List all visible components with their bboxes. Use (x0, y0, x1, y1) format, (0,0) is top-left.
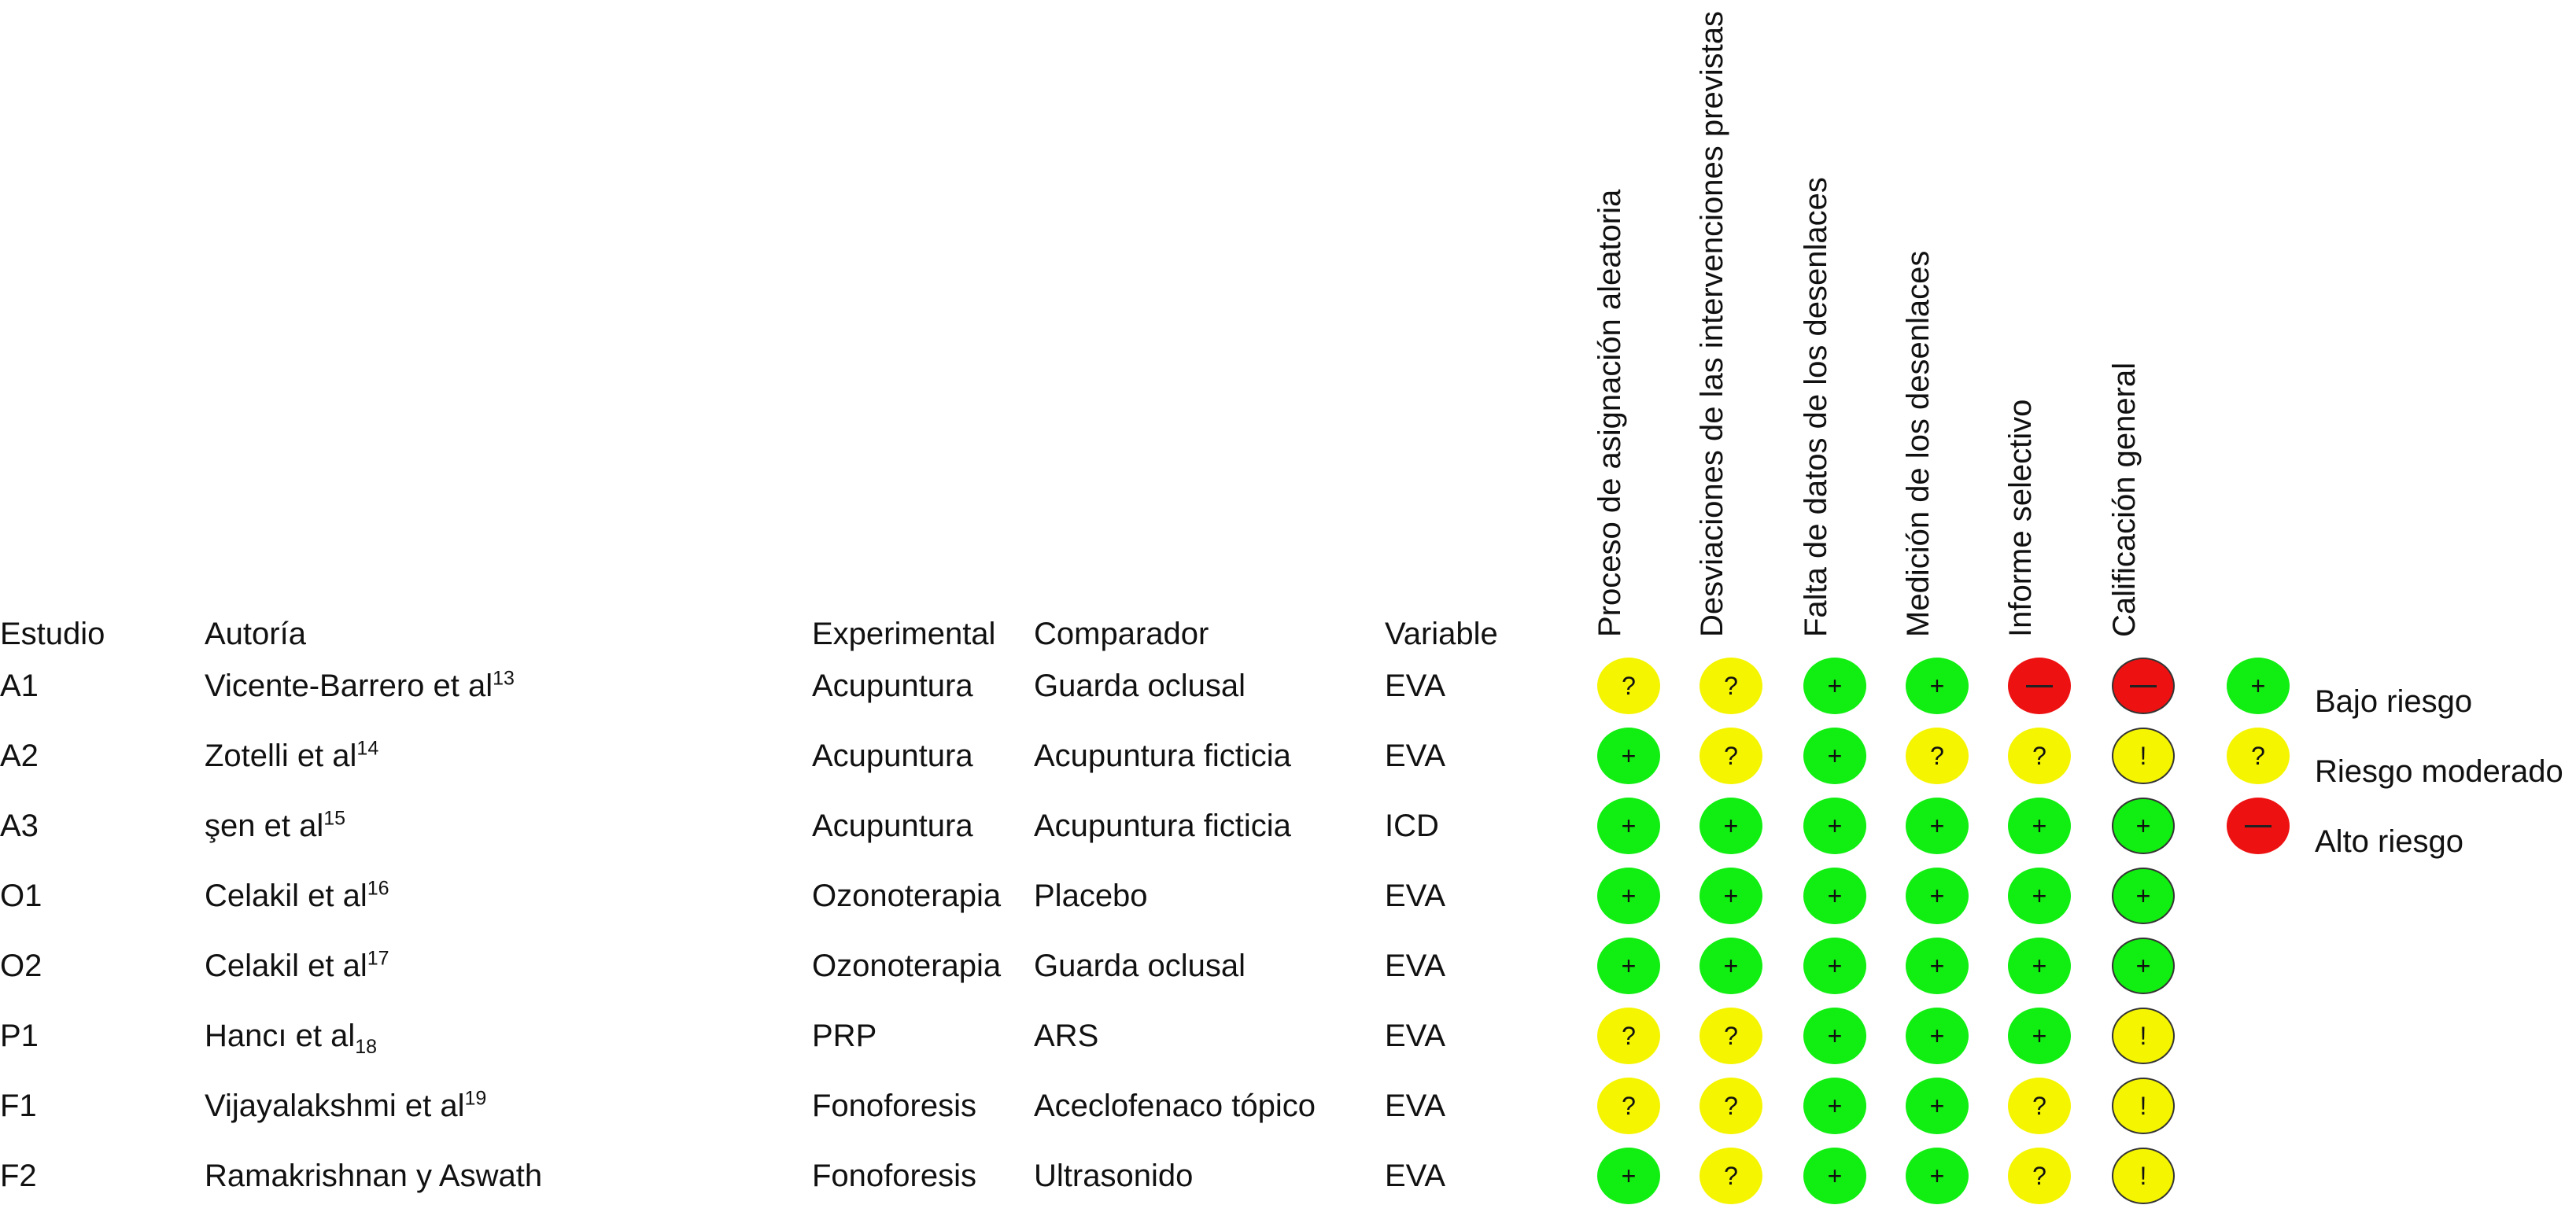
risk-symbol: + (1621, 741, 1637, 770)
risk-symbol: + (1621, 951, 1637, 980)
domain-header: Informe selectivo (2003, 399, 2038, 637)
risk-dot-moderate (2112, 728, 2175, 784)
risk-symbol: ? (1724, 671, 1738, 700)
risk-dot-low (1906, 658, 1969, 714)
risk-symbol: ? (1622, 671, 1636, 700)
risk-dot-low (1803, 868, 1866, 924)
row-comparator: Aceclofenaco tópico (1034, 1089, 1316, 1123)
risk-symbol: ? (2251, 741, 2265, 770)
risk-symbol: ? (1724, 741, 1738, 770)
domain-header-wrapper (1695, 0, 1755, 656)
risk-dot-moderate (2008, 1148, 2071, 1204)
risk-dot-low (1597, 728, 1660, 784)
risk-dot-low (2008, 938, 2071, 994)
row-author-reference: 15 (323, 807, 346, 830)
column-header-author: Autoría (205, 617, 306, 651)
row-author-reference: 19 (464, 1087, 487, 1110)
risk-dot-low (2008, 1008, 2071, 1064)
risk-dot-low (1803, 658, 1866, 714)
row-comparator: Ultrasonido (1034, 1159, 1194, 1193)
risk-dot-low (1699, 798, 1762, 854)
row-comparator: Guarda oclusal (1034, 669, 1246, 703)
row-author-reference: 17 (367, 947, 389, 970)
risk-dot-low (1597, 868, 1660, 924)
risk-symbol: ? (1930, 741, 1944, 770)
column-header-study: Estudio (0, 617, 105, 651)
risk-dot-low (1803, 728, 1866, 784)
risk-symbol: + (2135, 811, 2151, 840)
risk-symbol: + (1827, 881, 1843, 910)
risk-dot-low (2227, 658, 2290, 714)
row-author (205, 1087, 486, 1125)
risk-dot-moderate (2008, 728, 2071, 784)
risk-dot-moderate (2112, 1148, 2175, 1204)
risk-dot-low (1906, 938, 1969, 994)
high-risk-dash-icon (2130, 685, 2157, 687)
row-comparator: Acupuntura ficticia (1034, 809, 1291, 843)
row-variable: EVA (1385, 1089, 1446, 1123)
risk-dot-low (1597, 798, 1660, 854)
risk-dot-moderate (2112, 1008, 2175, 1064)
row-author-name: Celakil et al (205, 879, 367, 913)
row-author-reference: 16 (367, 877, 389, 900)
row-variable: EVA (1385, 879, 1446, 913)
risk-symbol: + (2032, 811, 2047, 840)
row-author-name: Vicente-Barrero et al (205, 669, 493, 703)
risk-dot-low (1803, 1008, 1866, 1064)
row-author (205, 947, 389, 985)
risk-symbol: + (1827, 1161, 1843, 1190)
row-experimental: Ozonoterapia (812, 879, 1002, 913)
risk-dot-moderate (1906, 728, 1969, 784)
row-experimental: Acupuntura (812, 739, 973, 773)
risk-symbol: + (1827, 1021, 1843, 1050)
risk-dot-high (2008, 658, 2071, 714)
risk-dot-low (1906, 1078, 1969, 1134)
row-experimental: Ozonoterapia (812, 949, 1002, 983)
risk-symbol: + (2032, 1021, 2047, 1050)
risk-symbol: ! (2139, 1091, 2147, 1120)
risk-dot-low (2112, 938, 2175, 994)
risk-symbol: + (1929, 811, 1945, 840)
row-author (205, 807, 345, 845)
risk-dot-moderate (1699, 1148, 1762, 1204)
row-author (205, 1017, 378, 1058)
domain-header-wrapper (2107, 0, 2167, 656)
domain-header-wrapper (2003, 0, 2063, 656)
risk-symbol: + (1929, 951, 1945, 980)
domain-header: Medición de los desenlaces (1901, 250, 1936, 637)
risk-symbol: + (2032, 881, 2047, 910)
column-header-experimental: Experimental (812, 617, 996, 651)
domain-header-wrapper (1901, 0, 1961, 656)
risk-symbol: + (1621, 881, 1637, 910)
risk-symbol: ? (2032, 1161, 2046, 1190)
risk-symbol: + (2032, 951, 2047, 980)
row-author-reference: 14 (356, 737, 379, 760)
row-study-id: A2 (0, 739, 39, 773)
domain-header: Calificación general (2107, 362, 2142, 637)
risk-dot-low (1597, 1148, 1660, 1204)
risk-symbol: + (1723, 881, 1739, 910)
risk-symbol: + (1827, 1091, 1843, 1120)
row-variable: EVA (1385, 739, 1446, 773)
row-study-id: A3 (0, 809, 39, 843)
column-header-comparator: Comparador (1034, 617, 1209, 651)
risk-symbol: + (1929, 671, 1945, 700)
row-study-id: F2 (0, 1159, 37, 1193)
high-risk-dash-icon (2245, 825, 2272, 827)
row-study-id: P1 (0, 1019, 39, 1053)
row-variable: EVA (1385, 1019, 1446, 1053)
row-study-id: O1 (0, 879, 42, 913)
risk-symbol: + (1723, 951, 1739, 980)
risk-dot-moderate (2112, 1078, 2175, 1134)
risk-dot-low (1699, 938, 1762, 994)
risk-dot-low (1906, 798, 1969, 854)
risk-symbol: ? (1724, 1161, 1738, 1190)
row-author (205, 877, 389, 915)
row-author-name: Vijayalakshmi et al (205, 1089, 465, 1123)
risk-symbol: + (1929, 881, 1945, 910)
legend-label-moderate: Riesgo moderado (2315, 754, 2563, 789)
risk-symbol: + (2135, 951, 2151, 980)
row-comparator: ARS (1034, 1019, 1099, 1053)
risk-dot-low (1803, 1148, 1866, 1204)
risk-symbol: + (1929, 1091, 1945, 1120)
risk-symbol: + (1827, 671, 1843, 700)
risk-symbol: ? (1724, 1091, 1738, 1120)
row-author-reference: 13 (493, 667, 515, 690)
domain-header-wrapper (1592, 0, 1652, 656)
risk-symbol: + (2250, 671, 2266, 700)
risk-symbol: ! (2139, 1021, 2147, 1050)
risk-symbol: + (1827, 741, 1843, 770)
row-author (205, 737, 378, 775)
risk-symbol: + (1621, 1161, 1637, 1190)
risk-symbol: ? (2032, 1091, 2046, 1120)
risk-dot-low (2112, 798, 2175, 854)
risk-symbol: ? (1622, 1021, 1636, 1050)
risk-dot-low (1699, 868, 1762, 924)
row-author (205, 1157, 542, 1195)
risk-dot-moderate (1597, 1008, 1660, 1064)
risk-symbol: + (1723, 811, 1739, 840)
risk-symbol: ? (1724, 1021, 1738, 1050)
risk-dot-low (1803, 1078, 1866, 1134)
risk-dot-low (1597, 938, 1660, 994)
risk-symbol: + (2135, 881, 2151, 910)
row-experimental: Acupuntura (812, 669, 973, 703)
domain-header: Proceso de asignación aleatoria (1592, 189, 1627, 637)
risk-dot-moderate (2227, 728, 2290, 784)
row-experimental: Fonoforesis (812, 1159, 976, 1193)
risk-dot-low (1803, 938, 1866, 994)
risk-dot-low (2008, 868, 2071, 924)
row-author (205, 667, 515, 705)
domain-header: Desviaciones de las intervenciones previstas (1695, 11, 1729, 637)
row-study-id: A1 (0, 669, 39, 703)
domain-header-wrapper (1799, 0, 1858, 656)
row-experimental: Fonoforesis (812, 1089, 976, 1123)
risk-dot-moderate (1597, 658, 1660, 714)
risk-dot-moderate (2008, 1078, 2071, 1134)
row-experimental: Acupuntura (812, 809, 973, 843)
row-author-name: Zotelli et al (205, 739, 357, 773)
high-risk-dash-icon (2026, 685, 2053, 687)
risk-dot-low (1906, 1148, 1969, 1204)
row-study-id: O2 (0, 949, 42, 983)
risk-dot-moderate (1699, 1008, 1762, 1064)
row-comparator: Acupuntura ficticia (1034, 739, 1291, 773)
risk-dot-moderate (1699, 1078, 1762, 1134)
risk-dot-low (1906, 868, 1969, 924)
column-header-variable: Variable (1385, 617, 1498, 651)
risk-symbol: + (1621, 811, 1637, 840)
row-author-name: Celakil et al (205, 949, 367, 983)
row-variable: EVA (1385, 669, 1446, 703)
risk-symbol: + (1929, 1021, 1945, 1050)
row-author-reference: 18 (355, 1036, 378, 1058)
legend-label-high: Alto riesgo (2315, 824, 2463, 859)
risk-dot-low (1906, 1008, 1969, 1064)
risk-symbol: ? (2032, 741, 2046, 770)
risk-dot-moderate (1597, 1078, 1660, 1134)
risk-dot-high (2227, 798, 2290, 854)
row-experimental: PRP (812, 1019, 877, 1053)
risk-symbol: + (1827, 811, 1843, 840)
risk-dot-high (2112, 658, 2175, 714)
row-variable: ICD (1385, 809, 1439, 843)
row-variable: EVA (1385, 949, 1446, 983)
row-study-id: F1 (0, 1089, 37, 1123)
risk-dot-low (1803, 798, 1866, 854)
legend-label-low: Bajo riesgo (2315, 684, 2473, 719)
risk-symbol: + (1827, 951, 1843, 980)
risk-dot-moderate (1699, 658, 1762, 714)
risk-dot-low (2008, 798, 2071, 854)
row-variable: EVA (1385, 1159, 1446, 1193)
row-author-name: Ramakrishnan y Aswath (205, 1159, 543, 1193)
risk-symbol: ! (2139, 1161, 2147, 1190)
risk-symbol: ! (2139, 741, 2147, 770)
row-author-name: Hancı et al (205, 1019, 356, 1053)
row-author-name: şen et al (205, 809, 324, 843)
risk-dot-low (2112, 868, 2175, 924)
risk-dot-moderate (1699, 728, 1762, 784)
row-comparator: Placebo (1034, 879, 1148, 913)
domain-header: Falta de datos de los desenlaces (1799, 177, 1833, 637)
risk-symbol: ? (1622, 1091, 1636, 1120)
row-comparator: Guarda oclusal (1034, 949, 1246, 983)
risk-symbol: + (1929, 1161, 1945, 1190)
